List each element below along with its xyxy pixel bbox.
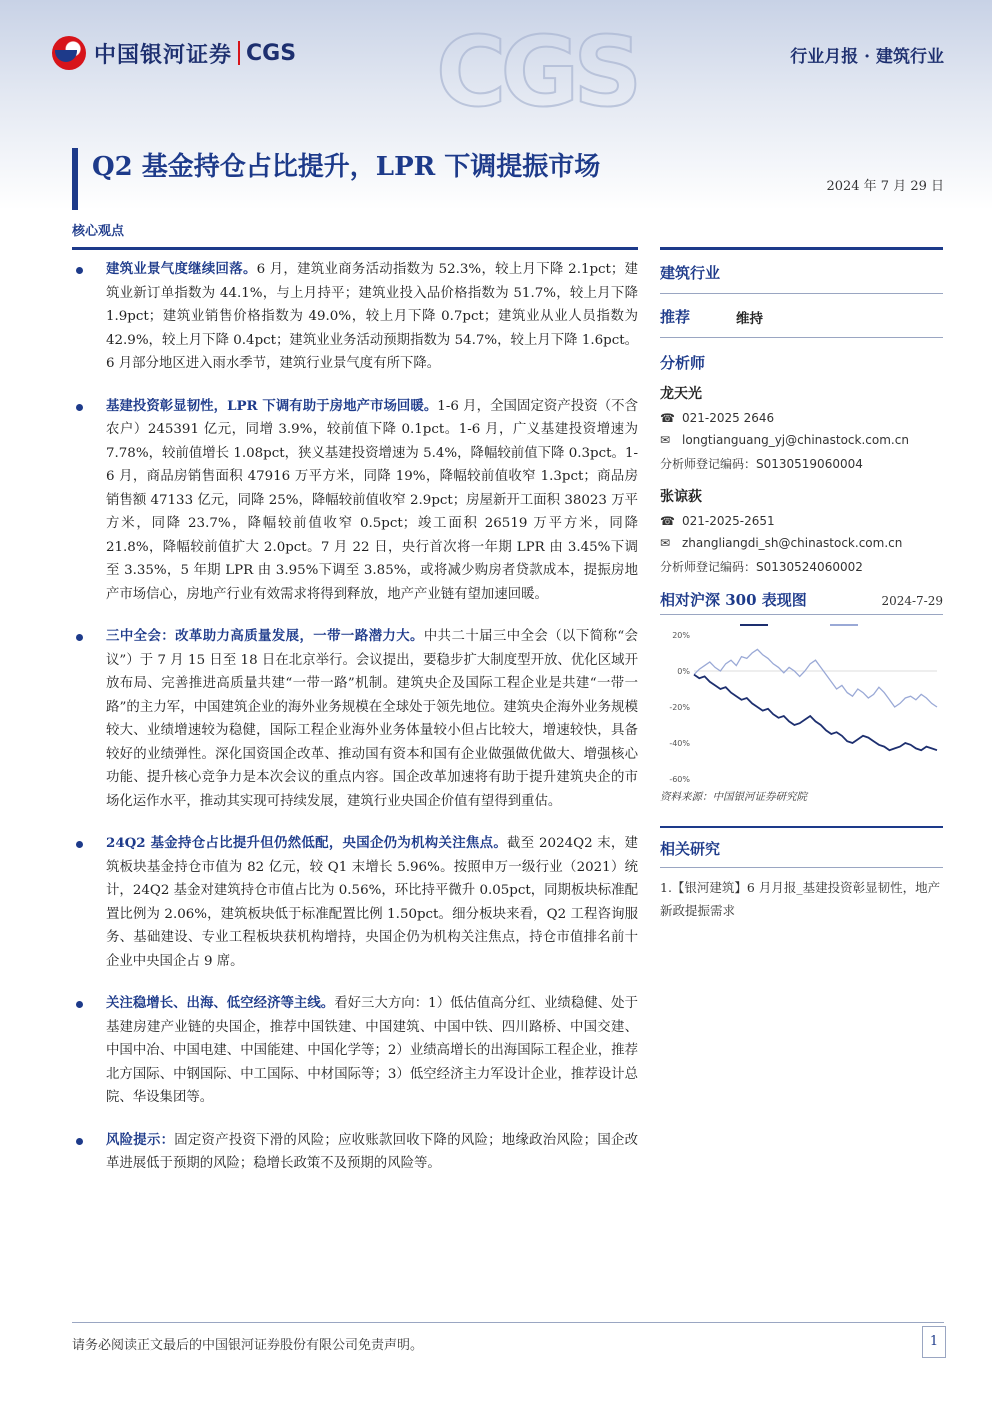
- analyst-phone-row: [660, 411, 943, 425]
- y-tick-label: 0%: [677, 667, 690, 676]
- paragraph-lead: 关注稳增长、出海、低空经济等主线。: [106, 995, 335, 1011]
- paragraph-investment-themes: [72, 992, 638, 1110]
- analyst-phone-row: [660, 514, 943, 528]
- footer-rule: [72, 1322, 944, 1323]
- paragraph-lead: 风险提示：: [106, 1131, 175, 1148]
- paragraph-lead: 24Q2 基金持仓占比提升但仍然低配，央国企仍为机构关注焦点。: [106, 835, 508, 851]
- analyst-name: 张谅荻: [660, 489, 702, 505]
- chart-title: 相对沪深 300 表现图: [660, 591, 807, 609]
- title-accent-bar: [72, 148, 78, 210]
- y-tick-label: 20%: [672, 631, 690, 640]
- chart-source: 资料来源：中国银河证券研究院: [660, 791, 807, 803]
- chart-date: 2024-7-29: [881, 594, 943, 608]
- analyst-heading: 分析师: [660, 354, 706, 372]
- sidebar-rule: [660, 826, 943, 828]
- logo-separator: [238, 41, 240, 65]
- brand-mark-icon: [52, 36, 86, 70]
- paragraph-lead: 三中全会：改革助力高质量发展，一带一路潜力大。: [106, 628, 424, 644]
- document-type: 行业月报 · 建筑行业: [790, 47, 944, 67]
- logo-text-en: CGS: [246, 40, 297, 66]
- phone-icon: ☎: [660, 411, 675, 425]
- cgs-watermark: CGS: [436, 16, 637, 128]
- core-view-content: [72, 258, 638, 1195]
- email-icon: ✉: [660, 536, 671, 550]
- rating-row: [660, 306, 943, 327]
- page-number: 1: [922, 1326, 946, 1358]
- page-title: Q2 基金持仓占比提升，LPR 下调提振市场: [92, 152, 601, 182]
- analyst-phone: 021-2025-2651: [682, 514, 775, 528]
- paragraph-lead: 基建投资彰显韧性，LPR 下调有助于房地产市场回暖。: [106, 397, 438, 414]
- sidebar-divider: [660, 867, 943, 868]
- bullet-icon: [76, 1001, 83, 1008]
- paragraph-infrastructure: [72, 395, 638, 607]
- sidebar: [660, 247, 943, 922]
- y-tick-label: -20%: [669, 703, 690, 712]
- related-research-item[interactable]: 1.【银河建筑】6 月月报_基建投资彰显韧性，地产新政提振需求: [660, 880, 941, 918]
- paragraph-body: 截至 2024Q2 末，建筑板块基金持仓市值为 82 亿元，较 Q1 末增长 5.96%。按照申万一级行业（2021）统计，24Q2 基金对建筑持仓市值占比为 0.56%，环比持平微升 0.05pct，同期板块标准配置比例为 2.06%，建筑板块低于标准配置比例 1.50pct。细分板块来看，Q2 工程咨询服务、基础建设、专业工程板块获机构增持，央国企仍为机构关注焦点，持仓市值排名前十企业中央国企占 9 席。: [106, 836, 639, 969]
- core-view-rule: [72, 247, 638, 250]
- sidebar-divider: [660, 293, 943, 294]
- analyst-name: 龙天光: [660, 386, 702, 402]
- email-icon: ✉: [660, 433, 671, 447]
- paragraph-fund-holdings: [72, 832, 638, 973]
- chart-rule: [660, 614, 943, 615]
- analyst-registration: 分析师登记编码：S0130524060002: [660, 560, 863, 574]
- bullet-icon: [76, 634, 83, 641]
- paragraph-third-plenum: [72, 625, 638, 813]
- related-research-heading: 相关研究: [660, 840, 721, 858]
- rating-value: 维持: [736, 310, 763, 327]
- bullet-icon: [76, 404, 83, 411]
- relative-performance-chart: [660, 617, 943, 787]
- paragraph-risk: [72, 1129, 638, 1176]
- bullet-icon: [76, 267, 83, 274]
- series-line-1: [694, 675, 937, 751]
- sidebar-rule: [660, 247, 943, 250]
- phone-icon: ☎: [660, 514, 675, 528]
- analyst-email[interactable]: zhangliangdi_sh@chinastock.com.cn: [682, 536, 903, 550]
- report-date: 2024 年 7 月 29 日: [826, 179, 944, 194]
- core-view-label: 核心观点: [72, 224, 125, 239]
- bullet-icon: [76, 1138, 83, 1145]
- paragraph-body: 看好三大方向：1）低估值高分红、业绩稳健、处于基建房建产业链的央国企，推荐中国铁建、中国建筑、中国中铁、四川路桥、中国交建、中国中冶、中国电建、中国能建、中国化学等；2）业绩高增长的出海国际工程企业，推荐北方国际、中钢国际、中工国际、中材国际等；3）低空经济主力军设计企业，推荐设计总院、华设集团等。: [106, 996, 638, 1105]
- paragraph-construction-sentiment: [72, 258, 638, 376]
- series-line-0: [694, 649, 937, 707]
- chart-header: [660, 589, 943, 610]
- footer-disclaimer: 请务必阅读正文最后的中国银河证券股份有限公司免责声明。: [72, 1338, 424, 1353]
- sidebar-divider: [660, 337, 943, 338]
- industry-label: 建筑行业: [660, 264, 721, 282]
- brand-logo: [52, 36, 296, 70]
- paragraph-body: 6 月，建筑业商务活动指数为 52.3%，较上月下降 2.1pct；建筑业新订单指数为 44.1%，与上月持平；建筑业投入品价格指数为 51.7%，较上月下降 1.9pct；建筑业销售价格指数为 49.0%，较上月下降 0.7pct；建筑业从业人员指数为 42.9%，较上月下降 0.4pct；建筑业业务活动预期指数为 54.7%，较上月下降 1.6pct。6 月部分地区进入雨水季节，建筑行业景气度有所下降。: [106, 262, 639, 371]
- analyst-email[interactable]: longtianguang_yj@chinastock.com.cn: [682, 433, 909, 447]
- logo-text-cn: 中国银河证券: [94, 42, 233, 68]
- y-tick-label: -60%: [669, 775, 690, 784]
- y-tick-label: -40%: [669, 739, 690, 748]
- paragraph-lead: 建筑业景气度继续回落。: [106, 261, 257, 277]
- analyst-registration: 分析师登记编码：S0130519060004: [660, 457, 863, 471]
- analyst-phone: 021-2025 2646: [682, 411, 775, 425]
- paragraph-body: 固定资产投资下滑的风险；应收账款回收下降的风险；地缘政治风险；国企改革进展低于预期的风险；稳增长政策不及预期的风险等。: [106, 1132, 639, 1171]
- rating-label: 推荐: [660, 308, 691, 326]
- bullet-icon: [76, 841, 83, 848]
- paragraph-body: 中共二十届三中全会（以下简称“会议”）于 7 月 15 日至 18 日在北京举行。会议提出，要稳步扩大制度型开放、优化区域开放布局、完善推进高质量共建“一带一路”机制。建筑央企及国际工程企业是共建“一带一路”的主力军，中国建筑企业的海外业务规模在全球处于领先地位。建筑央企海外业务规模较大、业绩增速较为稳健，国际工程企业海外业务体量较小但占比较大，增速较快，具备较好的业绩弹性。深化国资国企改革、推动国有资本和国有企业做强做优做大、增强核心功能、提升核心竞争力是本次会议的重点内容。国企改革加速将有助于提升建筑央企的市场化运作水平，推动其实现可持续发展，建筑行业央国企价值有望得到重估。: [106, 629, 638, 809]
- analyst-email-row: [660, 536, 943, 550]
- paragraph-body: 1-6 月，全国固定资产投资（不含农户）245391 亿元，同增 3.9%，较前值下降 0.1pct。1-6 月，广义基建投资增速为 7.78%，较前值增长 1.08pct，狭义基建投资增速为 5.4%，降幅较前值下降 0.3pct。1-6 月，商品房销售面积 47916 万平方米，同降 19%，降幅较前值收窄 1.3pct；商品房销售额 47133 亿元，同降 25%，降幅较前值收窄 2.9pct；房屋新开工面积 38023 万平方米，同降 23.7%，降幅较前值收窄 0.5pct；竣工面积 26519 万平方米，同降 21.8%，降幅较前值扩大 2.0pct。7 月 22 日，央行首次将一年期 LPR 由 3.45%下调至 3.35%，5 年期 LPR 由 3.95%下调至 3.85%，或将减少购房者贷款成本，提振房地产市场信心，房地产行业有效需求将得到释放，地产产业链有望加速回暖。: [106, 398, 638, 602]
- analyst-email-row: [660, 433, 943, 447]
